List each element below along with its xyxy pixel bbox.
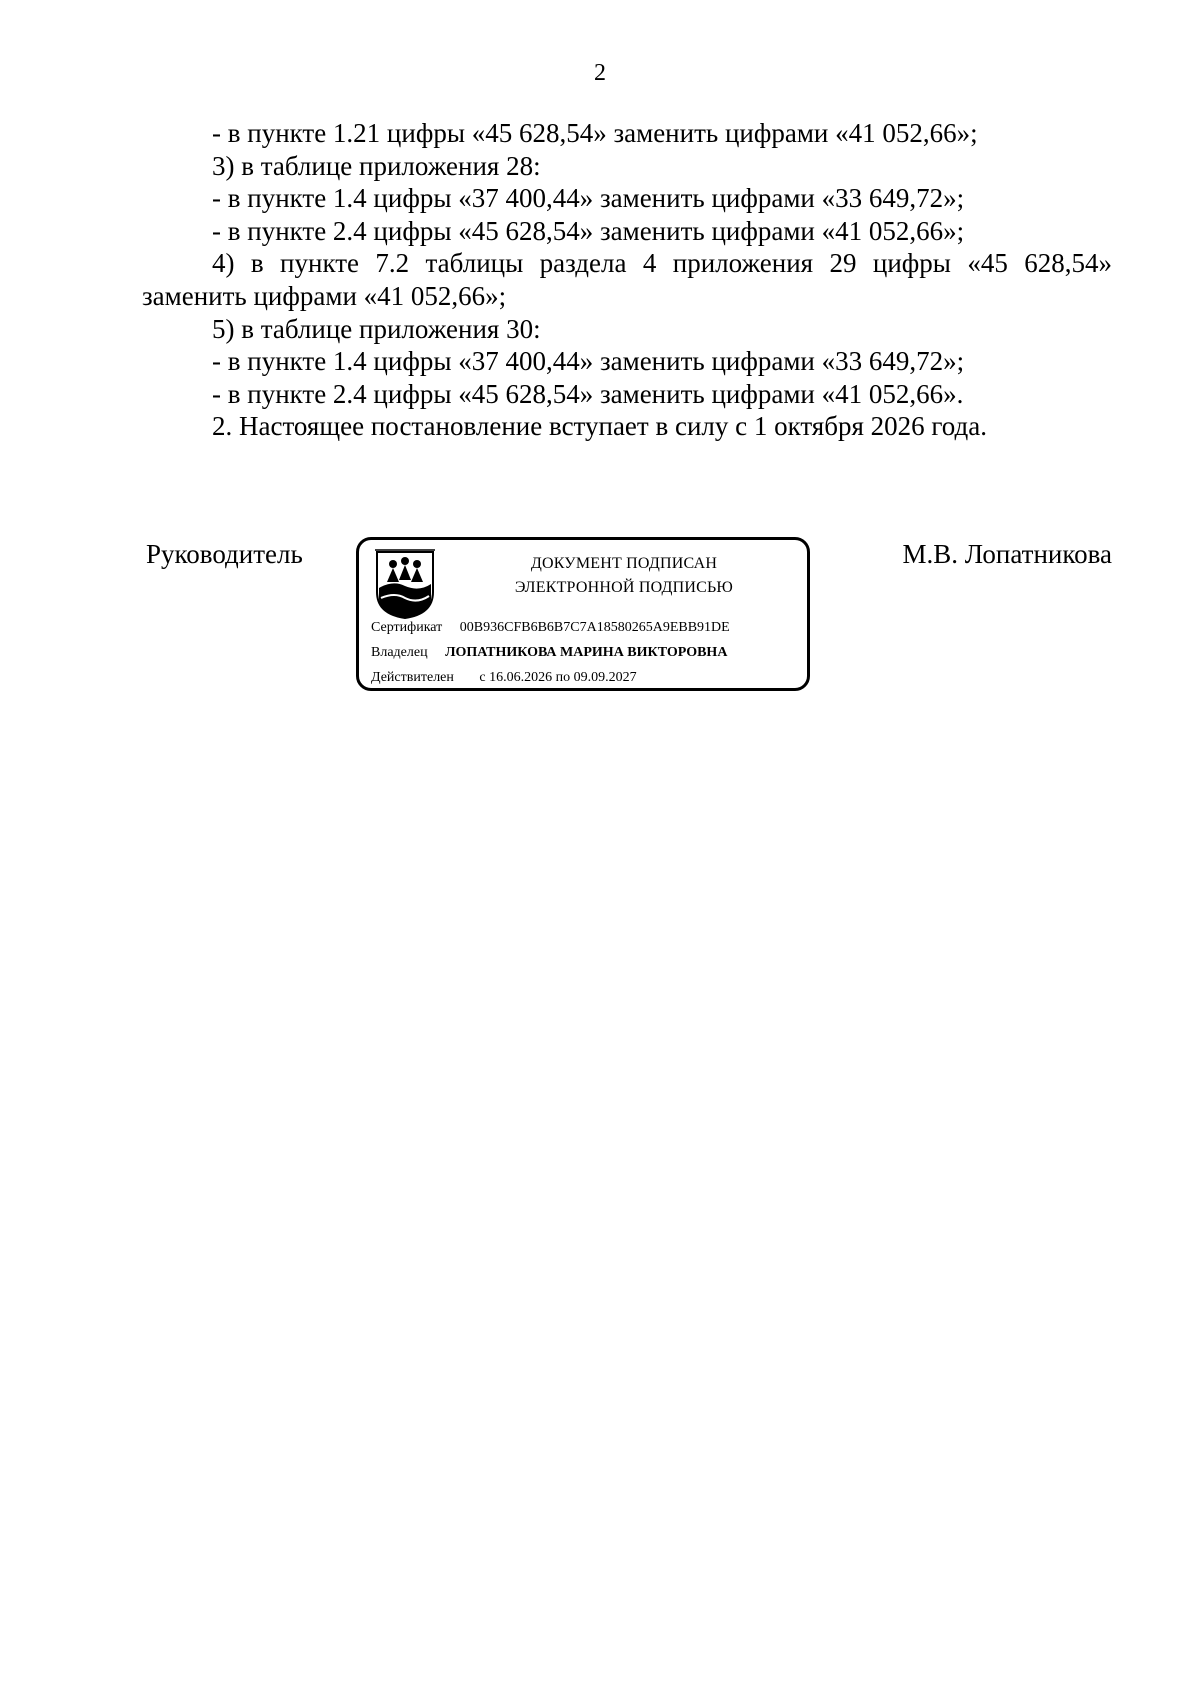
- stamp-certificate-row: [371, 619, 730, 637]
- document-body: [142, 117, 1112, 443]
- paragraph-9: 2. Настоящее постановление вступает в силу с 1 октября 2026 года.: [212, 411, 987, 442]
- owner-label: Владелец: [371, 645, 428, 660]
- validity-label: Действителен: [371, 670, 454, 685]
- stamp-owner-row: [371, 644, 727, 662]
- electronic-signature-stamp: [356, 537, 810, 691]
- paragraph-3: - в пункте 1.4 цифры «37 400,44» заменить цифрами «33 649,72»;: [212, 183, 965, 214]
- coat-of-arms-icon: [373, 548, 437, 620]
- stamp-heading-line-1: ДОКУМЕНТ ПОДПИСАН: [530, 555, 718, 572]
- stamp-validity-row: [371, 669, 637, 687]
- paragraph-1: - в пункте 1.21 цифры «45 628,54» заменить цифрами «41 052,66»;: [212, 118, 978, 148]
- paragraph-6: 5) в таблице приложения 30:: [212, 313, 541, 344]
- certificate-value: 00B936CFB6B6B7C7A18580265A9EBB91DE: [459, 620, 730, 635]
- paragraph-8: - в пункте 2.4 цифры «45 628,54» заменить цифрами «41 052,66».: [212, 378, 964, 409]
- certificate-label: Сертификат: [371, 620, 443, 635]
- stamp-heading-line-2: ЭЛЕКТРОННОЙ ПОДПИСЬЮ: [514, 579, 734, 596]
- paragraph-2: 3) в таблице приложения 28:: [212, 150, 541, 181]
- stamp-heading: [439, 552, 809, 600]
- owner-value: ЛОПАТНИКОВА МАРИНА ВИКТОРОВНА: [445, 645, 728, 660]
- paragraph-4: - в пункте 2.4 цифры «45 628,54» заменить цифрами «41 052,66»;: [212, 215, 965, 246]
- validity-value: с 16.06.2026 по 09.09.2027: [479, 670, 637, 685]
- paragraph-5: 4) в пункте 7.2 таблицы раздела 4 приложения 29 цифры «45 628,54» заменить цифрами «41 052,66»;: [142, 248, 1112, 311]
- page-number: 2: [594, 60, 606, 86]
- paragraph-7: - в пункте 1.4 цифры «37 400,44» заменить цифрами «33 649,72»;: [212, 346, 965, 377]
- signer-position: Руководитель: [146, 539, 303, 569]
- signer-name: М.В. Лопатникова: [902, 539, 1112, 569]
